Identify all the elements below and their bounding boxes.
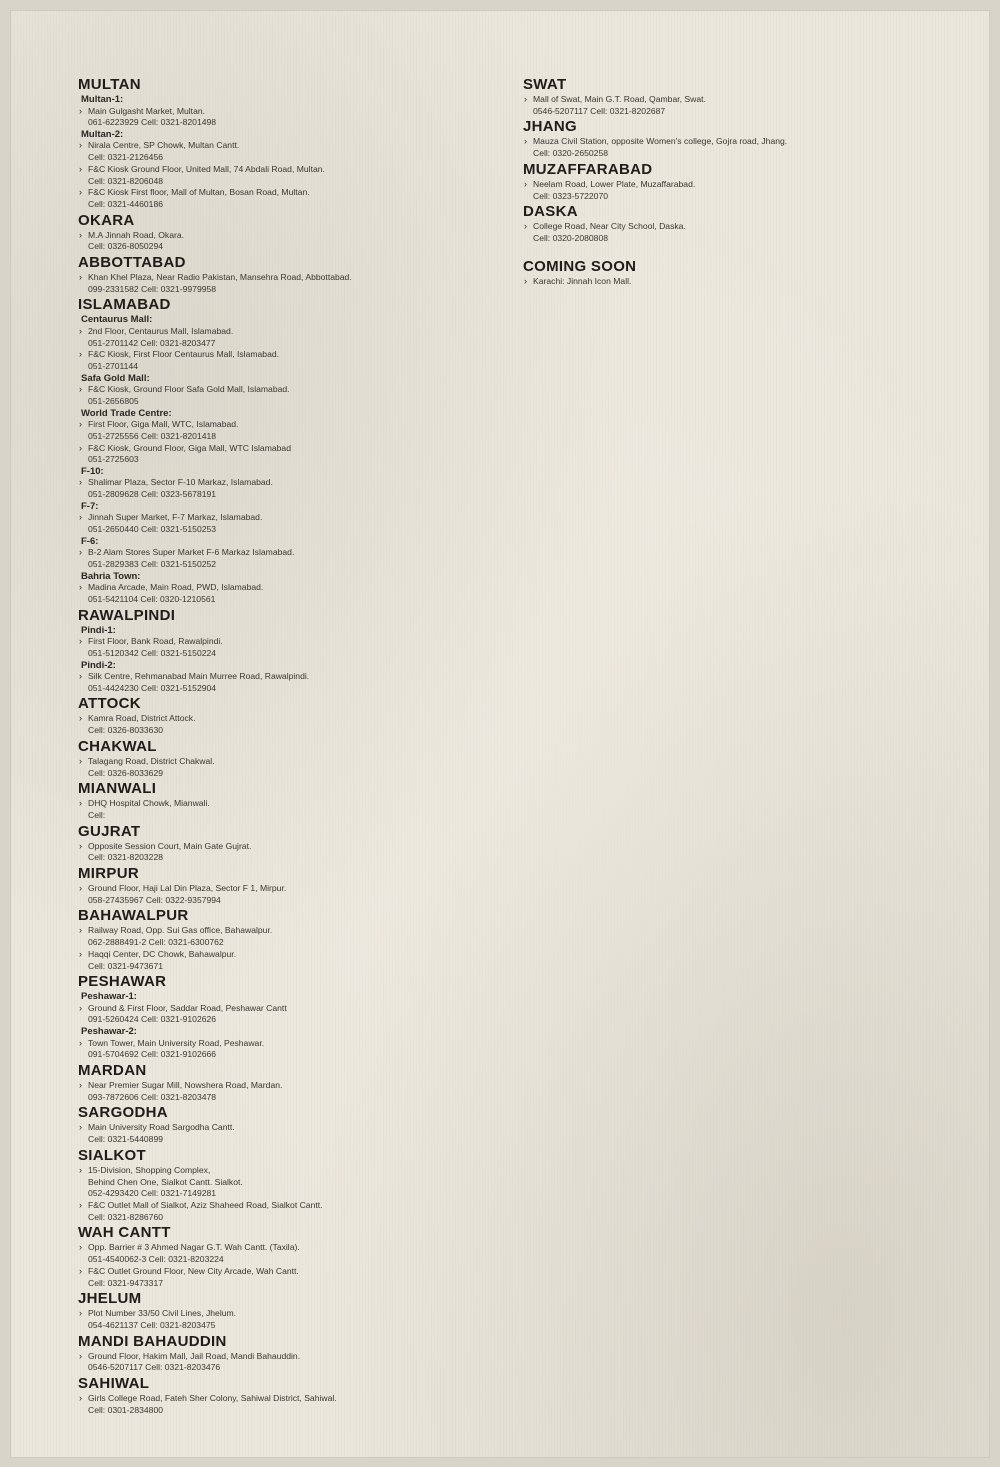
address-line: Khan Khel Plaza, Near Radio Pakistan, Mansehra Road, Abbottabad. [88,272,352,283]
city-section-daska [523,203,943,244]
address-line: Madina Arcade, Main Road, PWD, Islamabad. [88,582,264,593]
contact-line: 062-2888491-2 Cell: 0321-6300762 [88,937,224,948]
store-address-entry [78,671,498,694]
city-heading: MUZAFFARABAD [523,160,653,178]
chevron-right-icon: › [79,442,82,453]
branch-label: Bahria Town: [81,570,141,582]
city-section-mirpur [78,865,498,906]
store-address-entry [523,221,943,244]
contact-line: 054-4621137 Cell: 0321-8203475 [88,1319,216,1330]
store-address-entry [523,179,943,202]
store-address-entry [78,1038,498,1061]
contact-line: Cell: 0321-8206048 [88,175,164,186]
contact-line: 051-5421104 Cell: 0320-1210561 [88,593,216,604]
contact-line: 051-2829383 Cell: 0321-5150252 [88,558,217,569]
branch-label: Multan-2: [81,128,124,140]
branch-label: Centaurus Mall: [81,314,153,326]
chevron-right-icon: › [79,1002,82,1013]
chevron-right-icon: › [79,1242,82,1253]
city-heading: SIALKOT [78,1146,146,1164]
contact-line: 051-2701142 Cell: 0321-8203477 [88,337,216,348]
contact-line: Cell: 0321-5440899 [88,1134,164,1145]
chevron-right-icon: › [79,1350,82,1361]
store-address-entry [78,326,498,349]
city-section-chakwal [78,738,498,779]
city-section-attock [78,695,498,736]
chevron-right-icon: › [79,925,82,936]
chevron-right-icon: › [79,163,82,174]
contact-line: Cell: 0321-4460186 [88,198,164,209]
chevron-right-icon: › [524,94,527,104]
chevron-right-icon: › [524,275,527,286]
city-heading: MIANWALI [78,780,157,798]
store-address-entry [78,230,498,253]
city-section-sahiwal [78,1375,498,1416]
address-line: Jinnah Super Market, F-7 Markaz, Islamabad. [88,512,263,523]
contact-line: 0546-5207117 Cell: 0321-8203476 [88,1362,221,1373]
address-line: Opp. Barrier # 3 Ahmed Nagar G.T. Wah Cantt. (Taxila). [88,1242,300,1253]
address-line: Mall of Swat, Main G.T. Road, Qambar, Swat. [533,94,706,104]
city-section-mardan [78,1062,498,1103]
store-address-entry [78,384,498,407]
contact-line: Cell: 0321-9473317 [88,1277,164,1288]
store-address-entry [78,1122,498,1145]
address-line: Neelam Road, Lower Plate, Muzaffarabad. [533,178,696,189]
city-heading: GUJRAT [78,822,141,840]
contact-line: Behind Chen One, Sialkot Cantt. Sialkot. [88,1176,243,1187]
city-section-mandi-bahauddin [78,1333,498,1374]
contact-line: 099-2331582 Cell: 0321-9979958 [88,283,217,294]
store-address-entry [523,136,943,159]
address-line: Kamra Road, District Attock. [88,713,196,724]
contact-line: 051-4424230 Cell: 0321-5152904 [88,682,217,693]
store-address-entry [78,443,498,466]
city-section-wah-cantt [78,1224,498,1289]
store-address-entry [78,106,498,129]
branch-label: Safa Gold Mall: [81,372,150,384]
store-address-entry [78,1308,498,1331]
chevron-right-icon: › [79,948,82,959]
chevron-right-icon: › [79,1393,82,1404]
store-address-entry [78,272,498,295]
contact-line: 051-2725556 Cell: 0321-8201418 [88,430,217,441]
address-line: Karachi: Jinnah Icon Mall. [533,275,632,286]
city-section-muzaffarabad [523,161,943,202]
chevron-right-icon: › [79,636,82,647]
contact-line: 051-2650440 Cell: 0321-5150253 [88,524,217,535]
store-address-entry [78,756,498,779]
contact-line: Cell: 0321-9473671 [88,960,164,971]
branch-label: Pindi-2: [81,659,116,671]
store-address-entry [78,636,498,659]
city-section-jhang [523,118,943,159]
address-line: F&C Kiosk Ground Floor, United Mall, 74 Abdali Road, Multan. [88,163,325,174]
city-section-jhelum [78,1290,498,1331]
address-line: First Floor, Giga Mall, WTC, Islamabad. [88,419,239,430]
chevron-right-icon: › [79,512,82,523]
chevron-right-icon: › [79,1265,82,1276]
address-line: First Floor, Bank Road, Rawalpindi. [88,636,223,647]
city-heading: ATTOCK [78,695,141,713]
city-section-bahawalpur [78,907,498,972]
city-heading: MIRPUR [78,865,139,883]
store-address-entry [78,512,498,535]
city-heading: WAH CANTT [78,1224,171,1242]
city-heading: MULTAN [78,76,141,93]
contact-line: Cell: 0320-2080808 [533,232,609,243]
chevron-right-icon: › [79,547,82,558]
chevron-right-icon: › [79,1037,82,1048]
city-heading: DASKA [523,203,578,221]
chevron-right-icon: › [79,1308,82,1319]
city-heading: BAHAWALPUR [78,907,189,925]
branch-label: Peshawar-2: [81,1026,137,1038]
contact-line: 051-2701144 [88,361,139,372]
contact-line: 061-6223929 Cell: 0321-8201498 [88,117,217,128]
address-line: F&C Kiosk, Ground Floor, Giga Mall, WTC Islamabad [88,442,291,453]
address-line: Haqqi Center, DC Chowk, Bahawalpur. [88,948,237,959]
store-address-entry [78,419,498,442]
chevron-right-icon: › [524,178,527,189]
address-line: F&C Outlet Mall of Sialkot, Aziz Shaheed Road, Sialkot Cantt. [88,1199,323,1210]
contact-line: 091-5260424 Cell: 0321-9102626 [88,1014,217,1025]
city-section-sialkot [78,1147,498,1224]
city-section-gujrat [78,823,498,864]
city-heading: ABBOTTABAD [78,254,186,272]
chevron-right-icon: › [79,384,82,395]
store-address-entry [78,1165,498,1200]
store-address-entry [78,883,498,906]
contact-line: 091-5704692 Cell: 0321-9102666 [88,1049,217,1060]
contact-line: 051-4540062-3 Cell: 0321-8203224 [88,1254,224,1265]
city-section-multan [78,76,498,211]
contact-line: 051-5120342 Cell: 0321-5150224 [88,647,217,658]
chevron-right-icon: › [79,477,82,488]
branch-label: World Trade Centre: [81,407,172,419]
city-section-abbottabad [78,254,498,295]
store-address-entry [78,925,498,948]
chevron-right-icon: › [79,325,82,336]
city-heading: CHAKWAL [78,737,157,755]
store-address-entry [78,1003,498,1026]
city-section-coming-soon [523,258,943,288]
contact-line: Cell: 0326-8033630 [88,725,164,736]
store-directory-page [10,10,990,1458]
chevron-right-icon: › [79,272,82,283]
address-line: F&C Kiosk, Ground Floor Safa Gold Mall, Islamabad. [88,384,290,395]
contact-line: Cell: 0326-8050294 [88,241,164,252]
store-address-entry [78,841,498,864]
store-address-entry [78,349,498,372]
contact-line: 051-2656805 [88,395,139,406]
address-line: DHQ Hospital Chowk, Mianwali. [88,798,210,809]
store-address-entry [78,1266,498,1289]
store-address-entry [78,949,498,972]
branch-label: Pindi-1: [81,624,116,636]
city-heading: MARDAN [78,1062,147,1080]
store-address-entry [78,1200,498,1223]
city-heading: JHANG [523,118,578,136]
chevron-right-icon: › [79,755,82,766]
address-line: Town Tower, Main University Road, Peshawar. [88,1037,265,1048]
city-heading: RAWALPINDI [78,606,176,624]
address-line: Plot Number 33/50 Civil Lines, Jhelum. [88,1308,237,1319]
contact-line: 093-7872606 Cell: 0321-8203478 [88,1091,217,1102]
chevron-right-icon: › [79,883,82,894]
left-column [78,75,498,1416]
contact-line: Cell: 0323-5722070 [533,190,609,201]
address-line: Shalimar Plaza, Sector F-10 Markaz, Islamabad. [88,477,273,488]
contact-line: 051-2809628 Cell: 0323-5678191 [88,489,217,500]
store-address-entry [78,798,498,821]
chevron-right-icon: › [79,1122,82,1133]
address-line: Opposite Session Court, Main Gate Gujrat. [88,840,252,851]
address-line: Mauza Civil Station, opposite Women's college, Gojra road, Jhang. [533,136,788,147]
branch-label: F-6: [81,535,99,547]
branch-label: F-10: [81,465,104,477]
store-address-entry [78,1351,498,1374]
contact-line: Cell: 0321-8203228 [88,852,164,863]
chevron-right-icon: › [79,1164,82,1175]
contact-line: Cell: 0321-2126456 [88,152,164,163]
branch-label: Multan-1: [81,94,124,105]
city-section-mianwali [78,780,498,821]
city-section-swat [523,76,943,117]
contact-line: 051-2725603 [88,454,139,465]
contact-line: Cell: [88,809,106,820]
address-line: Ground Floor, Haji Lal Din Plaza, Sector F 1, Mirpur. [88,883,287,894]
chevron-right-icon: › [79,229,82,240]
chevron-right-icon: › [79,840,82,851]
chevron-right-icon: › [79,1080,82,1091]
store-address-entry [78,713,498,736]
address-line: Main University Road Sargodha Cantt. [88,1122,235,1133]
branch-label: F-7: [81,500,99,512]
chevron-right-icon: › [79,1199,82,1210]
city-heading: MANDI BAHAUDDIN [78,1332,227,1350]
chevron-right-icon: › [79,419,82,430]
city-heading: ISLAMABAD [78,296,171,314]
city-heading: PESHAWAR [78,973,167,991]
address-line: F&C Kiosk, First Floor Centaurus Mall, Islamabad. [88,349,280,360]
address-line: B-2 Alam Stores Super Market F-6 Markaz Islamabad. [88,547,295,558]
contact-line: Cell: 0320-2650258 [533,148,609,159]
chevron-right-icon: › [79,671,82,681]
contact-line: Cell: 0326-8033629 [88,767,164,778]
city-section-sargodha [78,1104,498,1145]
address-line: Ground Floor, Hakim Mall, Jail Road, Mandi Bahauddin. [88,1350,301,1361]
store-address-entry [78,1080,498,1103]
contact-line: Cell: 0321-8286760 [88,1211,164,1222]
city-section-peshawar [78,973,498,1061]
store-address-entry [78,1393,498,1416]
address-line: F&C Outlet Ground Floor, New City Arcade, Wah Cantt. [88,1265,299,1276]
store-address-entry [78,477,498,500]
address-line: College Road, Near City School, Daska. [533,221,686,232]
contact-line: Cell: 0301-2834800 [88,1404,164,1415]
address-line: Ground & First Floor, Saddar Road, Peshawar Cantt [88,1002,287,1013]
store-address-entry [523,94,943,117]
city-heading: SWAT [523,76,567,93]
store-address-entry [78,1242,498,1265]
contact-line: 052-4293420 Cell: 0321-7149281 [88,1188,217,1199]
right-column [523,75,943,287]
address-line: Nirala Centre, SP Chowk, Multan Cantt. [88,140,240,151]
chevron-right-icon: › [79,140,82,151]
store-address-entry [78,547,498,570]
branch-label: Peshawar-1: [81,991,137,1003]
city-section-okara [78,212,498,253]
city-heading: JHELUM [78,1290,142,1308]
contact-line: 058-27435967 Cell: 0322-9357994 [88,894,221,905]
address-line: M.A Jinnah Road, Okara. [88,229,185,240]
store-address-entry [78,582,498,605]
address-line: Talagang Road, District Chakwal. [88,755,215,766]
chevron-right-icon: › [79,798,82,809]
contact-line: 0546-5207117 Cell: 0321-8202687 [533,105,666,116]
chevron-right-icon: › [79,582,82,593]
chevron-right-icon: › [79,349,82,360]
city-heading: COMING SOON [523,257,637,275]
address-line: Main Gulgasht Market, Multan. [88,105,206,116]
city-heading: OKARA [78,211,135,229]
address-line: Silk Centre, Rehmanabad Main Murree Road, Rawalpindi. [88,671,310,681]
city-heading: SARGODHA [78,1104,168,1122]
store-address-entry [78,164,498,187]
store-address-entry [523,276,943,288]
address-line: 15-Division, Shopping Complex, [88,1164,211,1175]
chevron-right-icon: › [524,221,527,232]
store-address-entry [78,187,498,210]
address-line: Near Premier Sugar Mill, Nowshera Road, Mardan. [88,1080,283,1091]
section-spacer [523,245,943,257]
address-line: Girls College Road, Fateh Sher Colony, Sahiwal District, Sahiwal. [88,1393,337,1404]
store-address-entry [78,140,498,163]
city-heading: SAHIWAL [78,1375,150,1393]
address-line: F&C Kiosk First floor, Mall of Multan, Bosan Road, Multan. [88,187,310,198]
chevron-right-icon: › [79,105,82,116]
address-line: Railway Road, Opp. Sui Gas office, Bahawalpur. [88,925,273,936]
city-section-rawalpindi [78,607,498,695]
city-section-islamabad [78,296,498,605]
chevron-right-icon: › [79,187,82,198]
address-line: 2nd Floor, Centaurus Mall, Islamabad. [88,325,234,336]
chevron-right-icon: › [524,136,527,147]
chevron-right-icon: › [79,713,82,724]
